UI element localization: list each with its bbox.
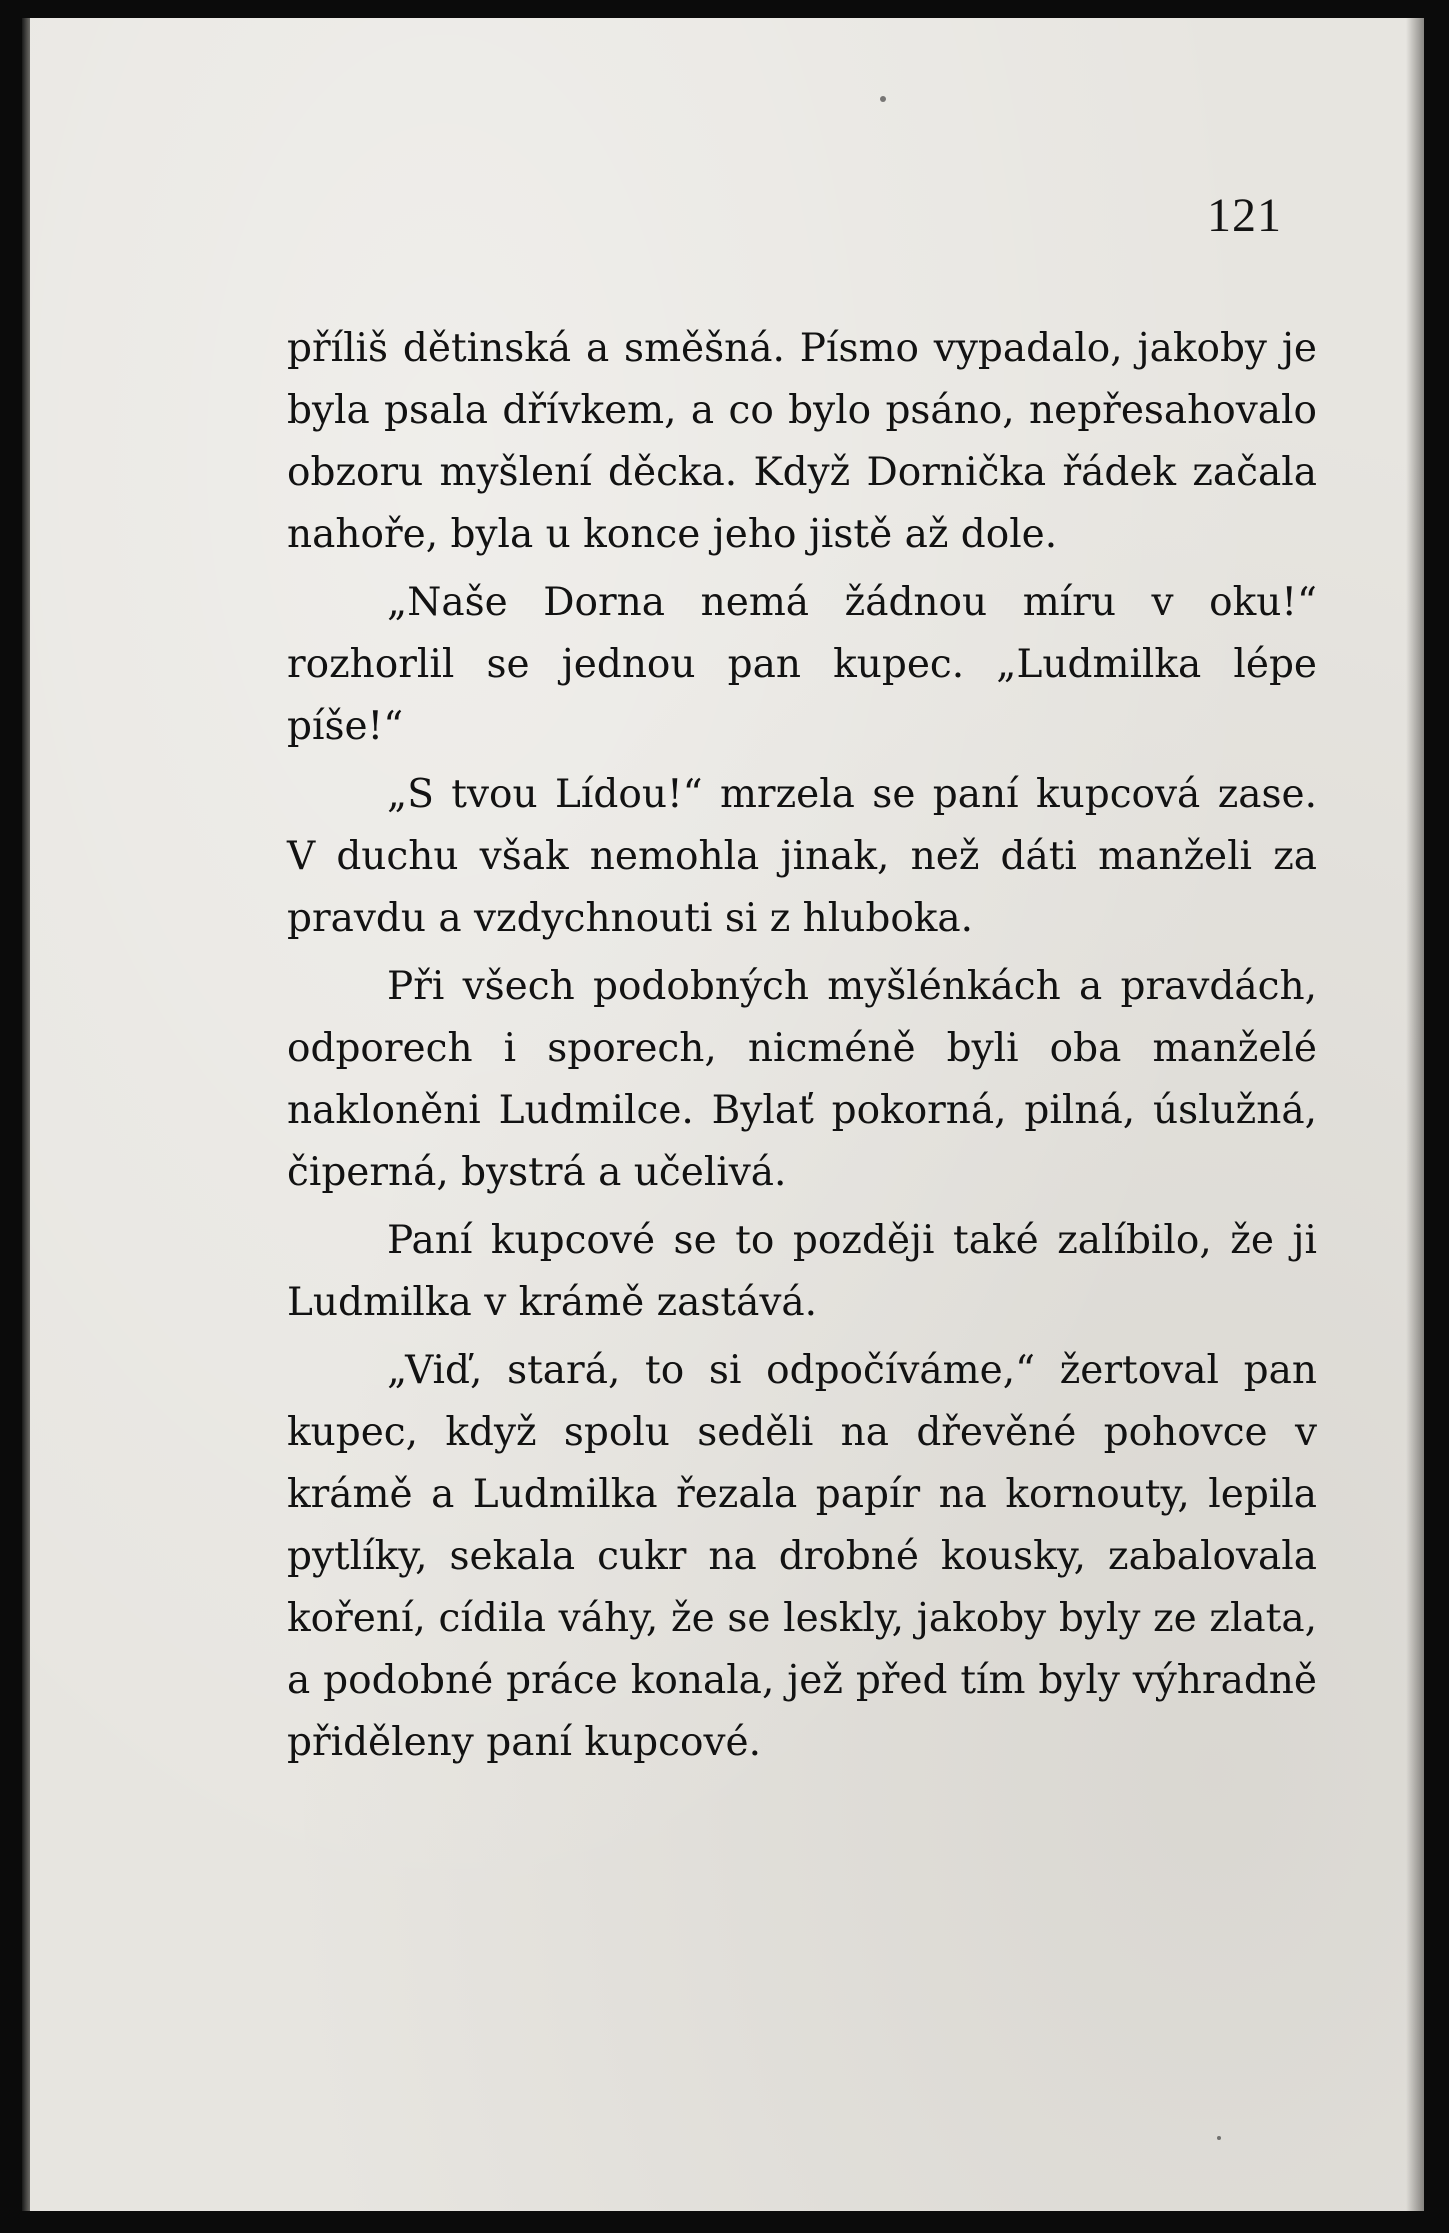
paragraph-1: příliš dětinská a směšná. Písmo vypadalo, jakoby je byla psala dřívkem, a co bylo psáno, nepřesahovalo obzoru myšlení děcka. Když Dornička řádek začala nahoře, byla u konce jeho jistě až dole.	[287, 326, 1317, 557]
body-text	[287, 318, 1317, 1780]
paragraph-5: Paní kupcové se to později také zalíbilo, že ji Ludmilka v krámě zastává.	[287, 1218, 1317, 1325]
paper-speck	[1217, 2136, 1221, 2140]
page-number: 121	[1207, 189, 1282, 242]
paragraph-2: „Naše Dorna nemá žádnou míru v oku!“ rozhorlil se jednou pan kupec. „Ludmilka lépe píše!“	[287, 580, 1317, 749]
paragraph-3: „S tvou Lídou!“ mrzela se paní kupcová zase. V duchu však nemohla jinak, než dáti manželi za pravdu a vzdychnouti si z hluboka.	[287, 772, 1317, 941]
paper-speck	[880, 96, 886, 102]
book-page	[22, 18, 1424, 2211]
paragraph-6: „Viď, stará, to si odpočíváme,“ žertoval pan kupec, když spolu seděli na dřevěné pohovce v krámě a Ludmilka řezala papír na kornouty, lepila pytlíky, sekala cukr na drobné kousky, zabalovala koření, cídila váhy, že se leskly, jakoby byly ze zlata, a podobné práce konala, jež před tím byly výhradně přiděleny paní kupcové.	[287, 1348, 1317, 1765]
page-binding-edge	[22, 18, 30, 2211]
paragraph-4: Při všech podobných myšlénkách a pravdách, odporech i sporech, nicméně byli oba manželé nakloněni Ludmilce. Bylať pokorná, pilná, úslužná, čiperná, bystrá a učelivá.	[287, 964, 1317, 1195]
page-outer-edge	[1406, 18, 1424, 2211]
